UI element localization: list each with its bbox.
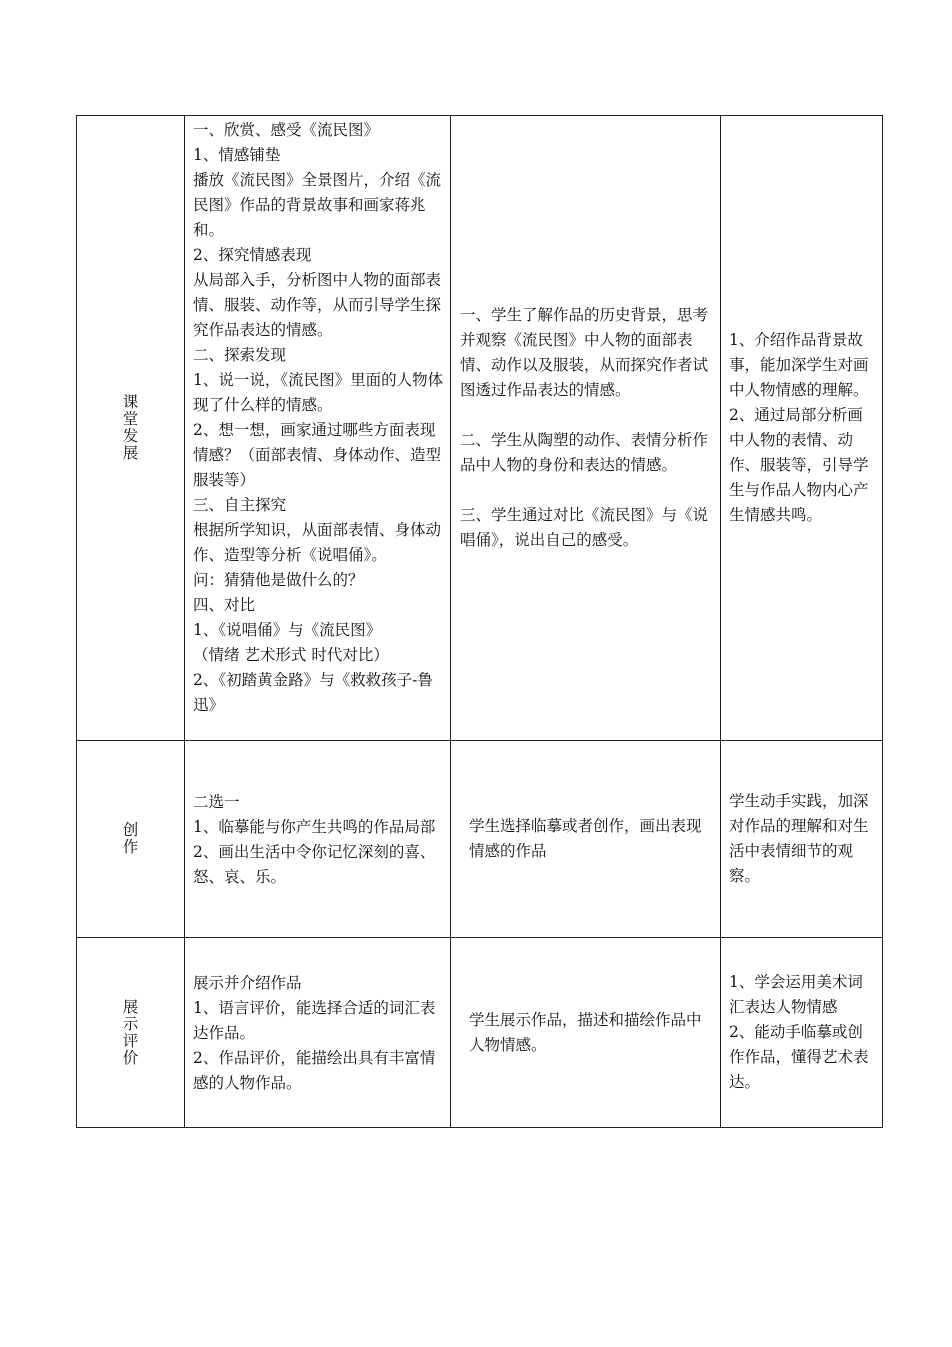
- teacher-activity-text: 一、欣赏、感受《流民图》 1、情感铺垫 播放《流民图》全景图片，介绍《流民图》作品的背景故事和画家蒋兆和。 2、探究情感表现 从局部入手，分析图中人物的面部表情、服装、动作等，从而引导学生探究作品表达的情感。 二、探索发现 1、说一说，《流民图》里面的人物体现了什么样的情感。 2、想一想，画家通过哪些方面表现情感？（面部表情、身体动作、造型服装等） 三、自主探究 根据所学知识，从面部表情、身体动作、造型等分析《说唱俑》。 问：猜猜他是做什么的？ 四、对比 1、《说唱俑》与《流民图》 （情绪 艺术形式 时代对比） 2、《初踏黄金路》与《救救孩子-鲁迅》: [193, 121, 444, 714]
- design-intent-cell: [721, 938, 883, 1128]
- teacher-activity-cell: [185, 116, 451, 741]
- table-row: [77, 938, 883, 1128]
- student-activity-cell: [451, 116, 721, 741]
- design-intent-cell: [721, 116, 883, 741]
- stage-label: 展示评价: [122, 997, 139, 1067]
- student-activity-text: 学生展示作品，描述和描绘作品中人物情感。: [469, 1010, 702, 1054]
- design-intent-cell: [721, 741, 883, 938]
- stage-label: 课堂发展: [122, 393, 139, 462]
- design-intent-text: 1、介绍作品背景故事，能加深学生对画中人物情感的理解。 2、通过局部分析画中人物的表情、动作、服装等，引导学生与作品人物内心产生情感共鸣。: [729, 331, 869, 524]
- teacher-activity-text: 展示并介绍作品 1、语言评价，能选择合适的词汇表达作品。 2、作品评价，能描绘出具有丰富情感的人物作品。: [193, 974, 436, 1092]
- table-row: [77, 116, 883, 741]
- table-row: [77, 741, 883, 938]
- stage-cell: [77, 116, 185, 741]
- stage-label: 创作: [122, 821, 139, 856]
- student-activity-cell: [451, 741, 721, 938]
- student-activity-cell: [451, 938, 721, 1128]
- teacher-activity-text: 二选一 1、临摹能与你产生共鸣的作品局部 2、画出生活中令你记忆深刻的喜、怒、哀、乐。: [193, 793, 436, 886]
- stage-cell: [77, 741, 185, 938]
- stage-cell: [77, 938, 185, 1128]
- design-intent-text: 学生动手实践，加深对作品的理解和对生活中表情细节的观察。: [729, 792, 869, 885]
- student-activity-text: 学生选择临摹或者创作，画出表现情感的作品: [469, 817, 702, 860]
- teacher-activity-cell: [185, 938, 451, 1128]
- student-activity-text: 一、学生了解作品的历史背景，思考并观察《流民图》中人物的面部表情、动作以及服装，从而探究作者试图透过作品表达的情感。 二、学生从陶塑的动作、表情分析作品中人物的身份和表达的情感。 三、学生通过对比《流民图》与《说唱俑》，说出自己的感受。: [460, 306, 709, 549]
- teacher-activity-cell: [185, 741, 451, 938]
- lesson-plan-table: [76, 115, 883, 1128]
- design-intent-text: 1、学会运用美术词汇表达人物情感 2、能动手临摹或创作作品，懂得艺术表达。: [729, 973, 869, 1091]
